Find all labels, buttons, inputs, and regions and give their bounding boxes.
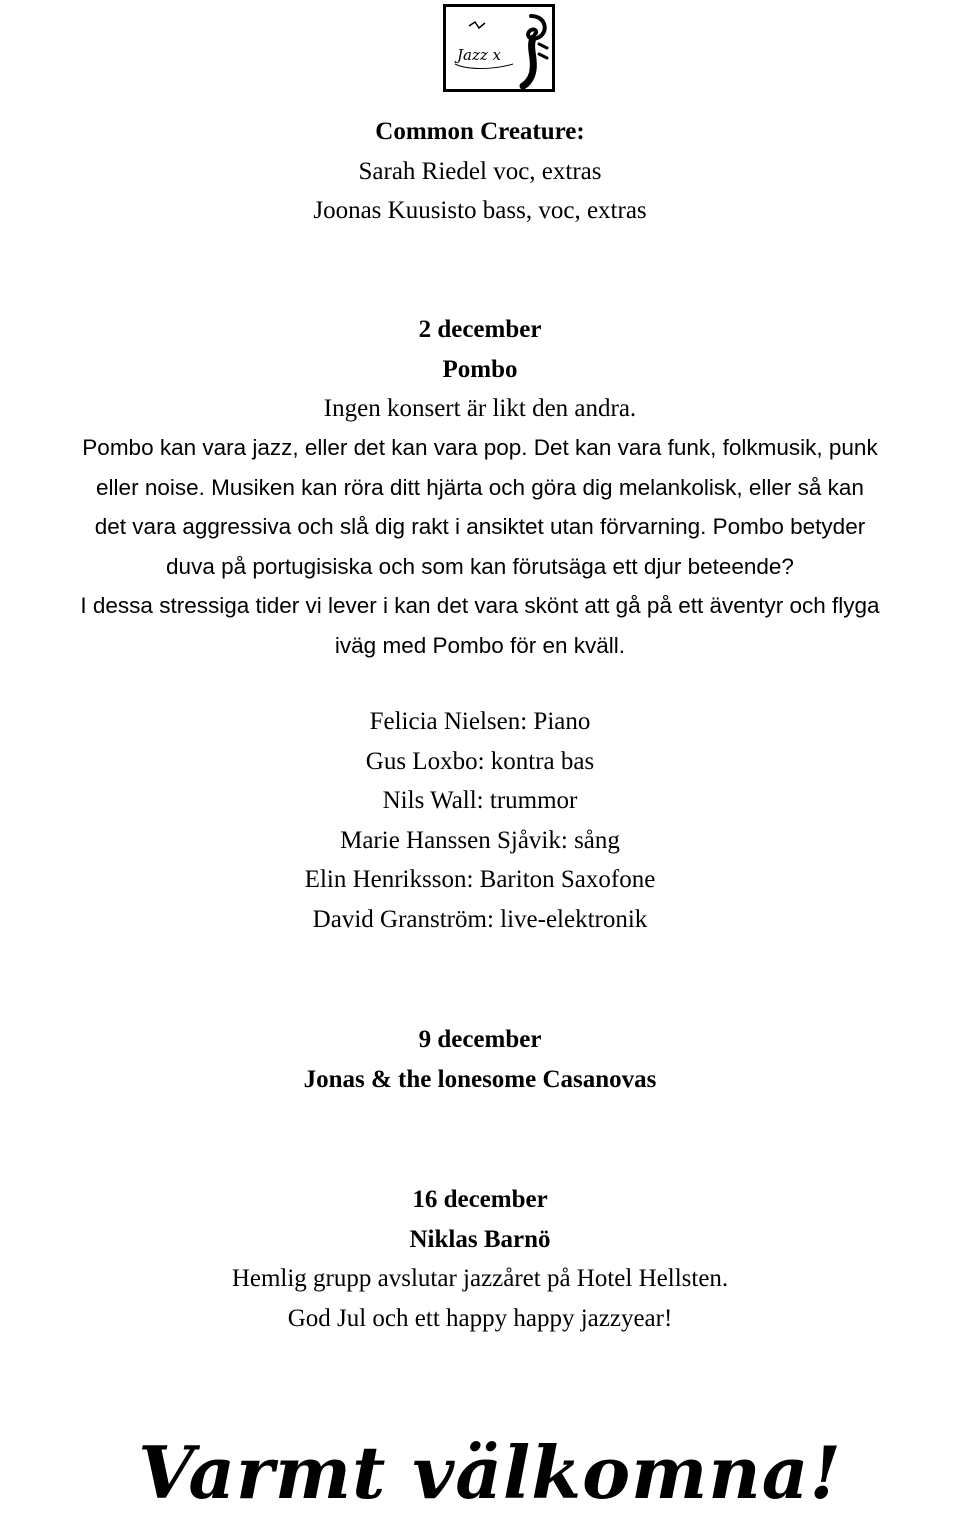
lineup-item: Elin Henriksson: Bariton Saxofone: [304, 866, 656, 893]
pombo-header: [0, 310, 960, 429]
lineup-item: Marie Hanssen Sjåvik: sång: [340, 826, 620, 854]
description-line: Pombo kan vara jazz, eller det kan vara pop. Det kan vara funk, folkmusik, punk: [82, 435, 878, 460]
closing-text: Varmt välkomna!: [138, 1430, 842, 1515]
jazz-x-logo: [443, 4, 555, 92]
closing-greeting-graphic: [138, 1420, 842, 1520]
description-line: eller noise. Musiken kan röra ditt hjärta och göra dig melankolisk, eller så kan: [96, 474, 864, 500]
event-name: Pombo: [442, 355, 518, 383]
common-creature-section: [0, 112, 960, 231]
closing-greeting: [138, 1420, 842, 1520]
event-date: 16 december: [412, 1186, 548, 1213]
lineup-item: David Granström: live-elektronik: [312, 905, 648, 933]
band-title: Common Creature:: [375, 118, 585, 145]
dec9-section: [0, 1020, 960, 1099]
logo-wordmark: Jazz x: [457, 46, 501, 64]
pombo-description: [0, 428, 960, 665]
description-line: I dessa stressiga tider vi lever i kan det vara skönt att gå på ett äventyr och flyga: [80, 593, 880, 618]
event-date: 9 december: [418, 1026, 542, 1053]
logo-graphic: [443, 4, 555, 92]
member-line: Joonas Kuusisto bass, voc, extras: [313, 197, 647, 224]
dec16-section: [0, 1180, 960, 1338]
pombo-lineup: [0, 702, 960, 939]
description-line: iväg med Pombo för en kväll.: [334, 632, 626, 658]
event-name: Jonas & the lonesome Casanovas: [303, 1065, 657, 1093]
member-line: Sarah Riedel voc, extras: [358, 157, 602, 185]
lineup-item: Felicia Nielsen: Piano: [369, 708, 591, 735]
event-date: 2 december: [418, 316, 542, 343]
description-line: duva på portugisiska och som kan förutsäga ett djur beteende?: [166, 553, 794, 579]
lineup-item: Gus Loxbo: kontra bas: [365, 747, 595, 775]
description-intro: Ingen konsert är likt den andra.: [323, 395, 637, 422]
description-line: det vara aggressiva och slå dig rakt i ansiktet utan förvarning. Pombo betyder: [94, 514, 866, 539]
event-detail-line: God Jul och ett happy happy jazzyear!: [287, 1304, 673, 1332]
lineup-item: Nils Wall: trummor: [382, 787, 578, 814]
event-detail-line: Hemlig grupp avslutar jazzåret på Hotel Hellsten.: [231, 1265, 729, 1292]
event-name: Niklas Barnö: [409, 1225, 551, 1253]
